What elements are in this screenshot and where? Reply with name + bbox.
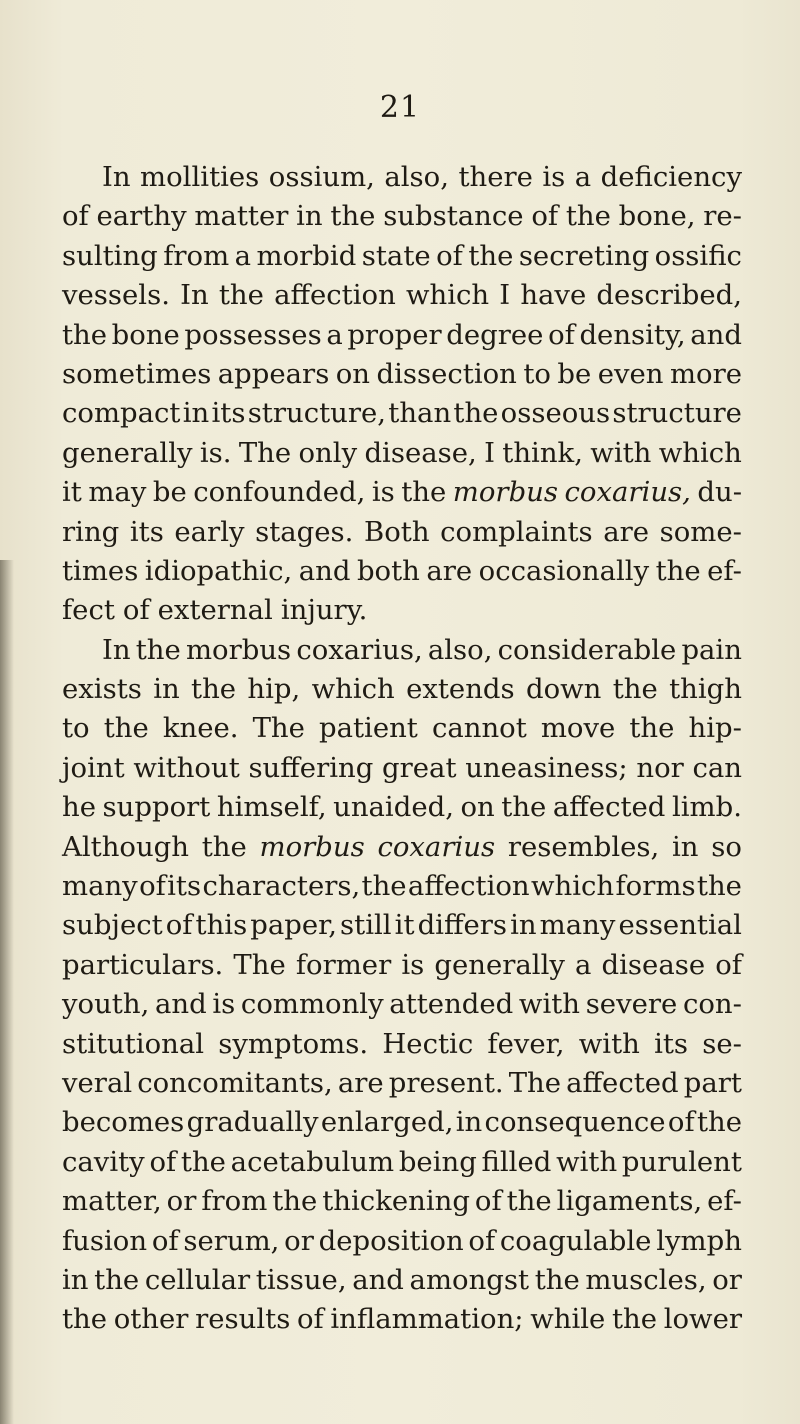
- text-line: [62, 1261, 742, 1300]
- word: down: [525, 673, 602, 706]
- word: support: [102, 791, 211, 824]
- word: the: [218, 279, 264, 312]
- word: more: [669, 357, 742, 390]
- word: the: [94, 1263, 140, 1296]
- word: the: [191, 673, 237, 706]
- text-line: [62, 867, 742, 906]
- word: affection: [274, 279, 396, 312]
- word: gradually: [186, 1106, 319, 1139]
- word: exists: [62, 673, 142, 706]
- word: ef-: [707, 1185, 742, 1218]
- word: fever,: [487, 1027, 565, 1060]
- word: deficiency: [600, 161, 742, 193]
- word: The: [238, 436, 292, 469]
- word: and: [298, 554, 351, 587]
- word: in: [62, 1263, 89, 1296]
- word: of: [139, 870, 166, 903]
- word: con-: [682, 988, 742, 1021]
- word: se-: [702, 1027, 742, 1060]
- word: ossific: [654, 239, 742, 272]
- word: on: [460, 791, 495, 824]
- word: hip-: [688, 712, 742, 745]
- page-number: 21: [379, 90, 421, 125]
- word: a: [326, 318, 343, 351]
- word: veral: [62, 1066, 133, 1099]
- word: of: [151, 1224, 179, 1257]
- word: disease,: [364, 436, 477, 469]
- word: are: [603, 515, 650, 548]
- word: with: [578, 1027, 640, 1060]
- word: present.: [388, 1066, 504, 1099]
- word: serum,: [183, 1224, 280, 1257]
- word: which: [405, 279, 490, 312]
- text-line: [62, 670, 742, 709]
- word: bone: [111, 318, 180, 351]
- word: particulars.: [62, 948, 224, 981]
- word: than: [388, 397, 452, 430]
- word: paper,: [250, 909, 337, 942]
- word: consequence: [484, 1106, 666, 1139]
- word: bone,: [618, 200, 696, 233]
- word: Both: [364, 515, 430, 548]
- word: idiopathic,: [144, 554, 293, 587]
- word: ef-: [707, 554, 742, 587]
- word: himself,: [216, 791, 327, 824]
- word: matter,: [62, 1185, 162, 1218]
- word: ring: [62, 515, 120, 548]
- word: vessels.: [62, 279, 170, 312]
- text-line: [62, 828, 742, 867]
- word: with: [590, 436, 652, 469]
- word: to: [523, 357, 551, 390]
- word: the: [696, 1106, 742, 1139]
- text-line: [62, 709, 742, 748]
- word: ossium,: [268, 161, 375, 193]
- word: many: [539, 909, 616, 942]
- word: In: [180, 279, 209, 312]
- word: morbus: [452, 476, 559, 509]
- word: youth,: [62, 988, 150, 1021]
- text-line: [62, 276, 742, 315]
- word: becomes: [62, 1106, 185, 1139]
- word: from: [201, 1185, 268, 1218]
- word: which: [658, 436, 742, 469]
- word: du-: [697, 476, 742, 509]
- word: sulting: [62, 239, 158, 272]
- word: in: [153, 673, 180, 706]
- word: inflammation;: [330, 1303, 524, 1336]
- word: be: [152, 476, 187, 509]
- word: its: [211, 397, 246, 430]
- word: degree: [446, 318, 544, 351]
- word: proper: [347, 318, 442, 351]
- word: the: [468, 239, 514, 272]
- word: affected: [566, 1066, 679, 1099]
- word: it: [62, 476, 82, 509]
- word: the: [103, 712, 149, 745]
- word: are: [426, 554, 473, 587]
- word: knee.: [162, 712, 239, 745]
- word: essential: [618, 909, 742, 942]
- word: thickening: [322, 1185, 470, 1218]
- word: with: [556, 1145, 618, 1178]
- word: lower: [663, 1303, 742, 1336]
- text-line: [62, 631, 742, 670]
- word: of: [667, 1106, 695, 1139]
- word: dissection: [376, 357, 517, 390]
- text-line: [62, 1222, 742, 1261]
- word: fect: [62, 594, 115, 627]
- word: the: [565, 200, 611, 233]
- text-line: [62, 788, 742, 827]
- word: which: [530, 870, 615, 903]
- word: morbus: [259, 830, 365, 863]
- word: of: [474, 1185, 502, 1218]
- word: state: [361, 239, 431, 272]
- word: its: [129, 515, 164, 548]
- word: I: [499, 279, 511, 312]
- word: Although: [62, 830, 189, 863]
- word: secreting: [518, 239, 650, 272]
- word: while: [530, 1303, 606, 1336]
- word: commonly: [240, 988, 384, 1021]
- word: The: [233, 948, 286, 981]
- text-line: [62, 1300, 742, 1339]
- word: matter: [194, 200, 289, 233]
- word: both: [356, 554, 420, 587]
- word: the: [453, 397, 499, 430]
- word: symptoms.: [218, 1027, 369, 1060]
- word: also,: [427, 633, 493, 666]
- word: purulent: [621, 1145, 742, 1178]
- word: the: [62, 1303, 108, 1336]
- word: compact: [62, 397, 181, 430]
- word: can: [692, 751, 742, 784]
- word: the: [401, 476, 447, 509]
- word: substance: [383, 200, 524, 233]
- text-line: [62, 394, 742, 433]
- text-line: [62, 749, 742, 788]
- word: a: [234, 239, 252, 272]
- word: he: [62, 791, 96, 824]
- word: hip,: [247, 673, 301, 706]
- word: Hectic: [382, 1027, 474, 1060]
- word: think,: [502, 436, 583, 469]
- word: forms: [615, 870, 696, 903]
- word: of: [468, 1224, 496, 1257]
- word: the: [611, 1303, 658, 1336]
- word: suffering: [248, 751, 374, 784]
- word: is: [401, 948, 425, 981]
- word: thigh: [669, 673, 742, 706]
- text-line: [62, 1025, 742, 1064]
- word: move: [540, 712, 616, 745]
- word: to: [62, 712, 90, 745]
- text-line: [62, 513, 742, 552]
- word: stages.: [255, 515, 354, 548]
- text-line: [62, 473, 742, 512]
- word: only: [298, 436, 358, 469]
- word: resembles,: [507, 830, 660, 863]
- text-line: [62, 906, 742, 945]
- word: pain: [681, 633, 742, 666]
- word: the: [330, 200, 376, 233]
- word: re-: [703, 200, 742, 233]
- word: confounded,: [193, 476, 366, 509]
- word: of: [531, 200, 559, 233]
- word: extends: [406, 673, 515, 706]
- text-line: [62, 1143, 742, 1182]
- word: so: [711, 830, 742, 863]
- word: the: [201, 830, 247, 863]
- word: and: [154, 988, 207, 1021]
- text-line: [62, 158, 742, 197]
- word: affection: [407, 870, 530, 903]
- word: coagulable: [499, 1224, 652, 1257]
- word: morbid: [256, 239, 357, 272]
- word: there: [458, 161, 533, 193]
- word: stitutional: [62, 1027, 205, 1060]
- word: uneasiness;: [465, 751, 628, 784]
- word: former: [295, 948, 392, 981]
- word: possesses: [184, 318, 322, 351]
- word: The: [508, 1066, 562, 1099]
- word: the: [501, 791, 547, 824]
- word: great: [382, 751, 457, 784]
- word: considerable: [497, 633, 677, 666]
- text-line: [62, 316, 742, 355]
- word: deposition: [318, 1224, 464, 1257]
- word: generally: [434, 948, 565, 981]
- word: morbus: [185, 633, 292, 666]
- word: the: [361, 870, 407, 903]
- word: joint: [62, 751, 125, 784]
- word: the: [629, 712, 675, 745]
- word: is.: [199, 436, 232, 469]
- word: sometimes: [62, 357, 212, 390]
- text-line: [62, 591, 742, 630]
- word: characters,: [202, 870, 361, 903]
- word: in: [182, 397, 210, 430]
- word: some-: [659, 515, 742, 548]
- word: subject: [62, 909, 163, 942]
- word: may: [88, 476, 147, 509]
- word: in: [672, 830, 699, 863]
- page-edge-shadow: [0, 560, 14, 1424]
- word: the: [696, 870, 742, 903]
- word: its: [167, 870, 202, 903]
- word: fusion: [62, 1224, 148, 1257]
- word: mollities: [140, 161, 260, 193]
- body-text: [62, 158, 742, 1340]
- text-line: [62, 355, 742, 394]
- word: and: [690, 318, 742, 351]
- word: The: [252, 712, 305, 745]
- word: results: [195, 1303, 291, 1336]
- word: concomitants,: [137, 1066, 333, 1099]
- word: unaided,: [333, 791, 454, 824]
- word: is: [212, 988, 236, 1021]
- word: described,: [596, 279, 742, 312]
- word: severe: [585, 988, 678, 1021]
- word: the: [612, 673, 658, 706]
- word: cavity: [62, 1145, 145, 1178]
- word: ligaments,: [556, 1185, 703, 1218]
- text-line: [62, 1064, 742, 1103]
- word: of: [165, 909, 193, 942]
- word: the: [506, 1185, 552, 1218]
- word: tissue,: [255, 1263, 347, 1296]
- word: still: [340, 909, 392, 942]
- word: coxarius,: [564, 476, 691, 509]
- word: filled: [481, 1145, 552, 1178]
- word: in: [296, 200, 323, 233]
- word: injury.: [280, 594, 368, 627]
- word: differs: [417, 909, 508, 942]
- word: the: [655, 554, 701, 587]
- word: coxarius,: [296, 633, 423, 666]
- word: of: [548, 318, 575, 351]
- text-line: [62, 552, 742, 591]
- word: is: [542, 161, 566, 193]
- word: with: [518, 988, 581, 1021]
- word: which: [311, 673, 395, 706]
- text-line: [62, 197, 742, 236]
- word: limb.: [671, 791, 742, 824]
- word: this: [195, 909, 248, 942]
- text-line: [62, 434, 742, 473]
- word: a: [574, 161, 592, 193]
- word: from: [163, 239, 230, 272]
- word: cellular: [144, 1263, 251, 1296]
- word: in: [455, 1106, 483, 1139]
- word: muscles,: [585, 1263, 707, 1296]
- word: in: [510, 909, 537, 942]
- word: part: [683, 1066, 742, 1099]
- word: or: [712, 1263, 742, 1296]
- word: times: [62, 554, 139, 587]
- word: attended: [389, 988, 514, 1021]
- word: In: [102, 633, 131, 666]
- word: lymph: [656, 1224, 742, 1257]
- word: it: [394, 909, 415, 942]
- word: of: [62, 200, 89, 233]
- word: and: [352, 1263, 404, 1296]
- word: the: [534, 1263, 580, 1296]
- word: patient: [318, 712, 418, 745]
- word: even: [597, 357, 664, 390]
- word: is: [371, 476, 395, 509]
- word: amongst: [409, 1263, 530, 1296]
- word: acetabulum: [230, 1145, 395, 1178]
- word: other: [113, 1303, 189, 1336]
- word: occasionally: [478, 554, 650, 587]
- word: its: [654, 1027, 689, 1060]
- word: earthy: [96, 200, 187, 233]
- word: of: [715, 948, 742, 981]
- word: generally: [62, 436, 193, 469]
- word: a: [575, 948, 592, 981]
- word: or: [166, 1185, 197, 1218]
- word: without: [133, 751, 240, 784]
- text-line: [62, 1103, 742, 1142]
- word: the: [272, 1185, 318, 1218]
- word: be: [557, 357, 592, 390]
- word: early: [174, 515, 245, 548]
- word: or: [284, 1224, 314, 1257]
- word: being: [398, 1145, 477, 1178]
- text-line: [62, 985, 742, 1024]
- word: the: [180, 1145, 226, 1178]
- text-line: [62, 1182, 742, 1221]
- word: density,: [579, 318, 686, 351]
- word: have: [520, 279, 587, 312]
- word: appears: [217, 357, 330, 390]
- word: the: [62, 318, 108, 351]
- word: the: [135, 633, 181, 666]
- word: disease: [601, 948, 706, 981]
- word: on: [335, 357, 371, 390]
- word: many: [62, 870, 138, 903]
- word: enlarged,: [320, 1106, 454, 1139]
- word: of: [149, 1145, 177, 1178]
- word: are: [337, 1066, 384, 1099]
- word: osseous: [500, 397, 611, 430]
- word: structure: [612, 397, 742, 430]
- word: external: [157, 594, 273, 627]
- word: of: [296, 1303, 324, 1336]
- word: also,: [384, 161, 449, 193]
- word: affected: [552, 791, 666, 824]
- text-line: [62, 237, 742, 276]
- word: I: [484, 436, 495, 469]
- word: cannot: [431, 712, 527, 745]
- text-line: [62, 946, 742, 985]
- word: coxarius: [377, 830, 496, 863]
- word: of: [436, 239, 463, 272]
- word: nor: [636, 751, 684, 784]
- word: In: [102, 161, 131, 193]
- word: complaints: [440, 515, 593, 548]
- word: of: [122, 594, 150, 627]
- word: structure,: [247, 397, 387, 430]
